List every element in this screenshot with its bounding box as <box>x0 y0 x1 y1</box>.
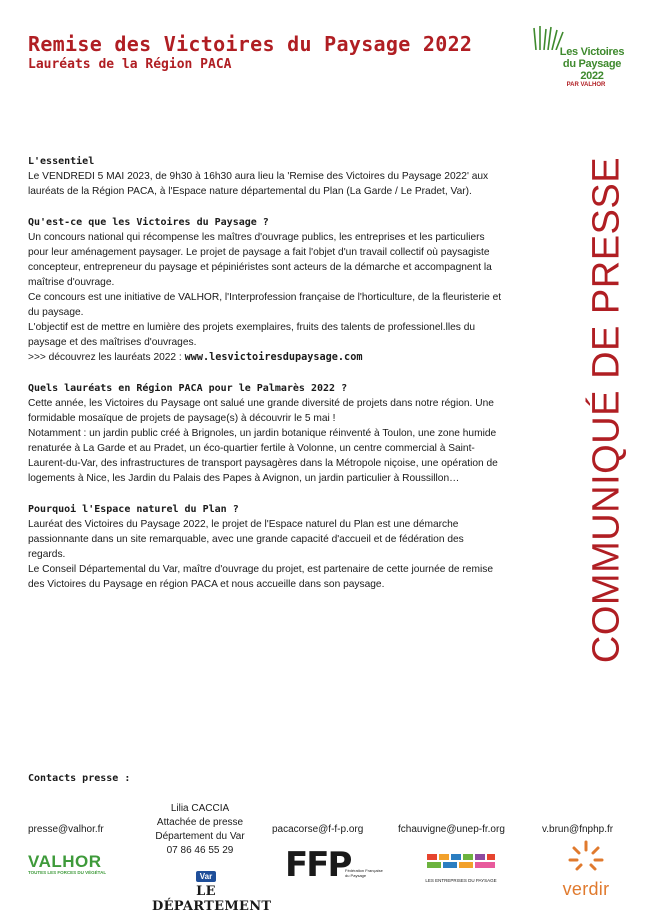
side-banner <box>577 150 637 670</box>
logo-byline: PAR VALHOR <box>566 82 606 88</box>
section-heading-laureats: Quels lauréats en Région PACA pour le Palmarès 2022 ? <box>28 383 348 394</box>
victoires-p2: Ce concours est une initiative de VALHOR, l'Interprofession française de l'horticulture, de la fleuristerie et du paysage. <box>28 292 502 318</box>
contacts-title: Contacts presse : <box>28 773 131 784</box>
logo-text <box>550 46 634 82</box>
victoires-p1: Un concours national qui récompense les maîtres d'ouvrage publics, les entreprises et les particuliers pour leur aménagement paysager. Le projet de paysage a fait l'objet d'un travail collectif où paysagiste concepteur, entrepreneur du paysage et pépiniéristes sont acteurs de la démarche et accompagnent la maîtrise d'ouvrage. <box>28 232 492 288</box>
valhor-name: VALHOR <box>28 852 102 871</box>
valhor-tagline: TOUTES LES FORCES DU VÉGÉTAL <box>28 870 107 875</box>
contact-phone[interactable]: 07 86 46 55 29 <box>166 845 234 856</box>
link-prefix: >>> découvrez les lauréats 2022 : <box>28 352 185 363</box>
var-badge: Var <box>196 871 216 882</box>
unep-email[interactable]: fchauvigne@unep-fr.org <box>398 824 505 835</box>
section-heading-victoires: Qu'est-ce que les Victoires du Paysage ? <box>28 217 269 228</box>
essentiel-text: Le VENDREDI 5 MAI 2023, de 9h30 à 16h30 aura lieu la 'Remise des Victoires du Paysage 2022' aux lauréats de la Région PACA, à l'Espace nature départemental du Plan (La Garde / Le Pradet, Var). <box>28 171 489 197</box>
press-contact-var <box>144 802 256 858</box>
unep-caption: LES ENTREPRISES DU PAYSAGE <box>425 878 497 883</box>
contact-role: Attachée de presse <box>156 817 244 828</box>
fnphp-email[interactable]: v.brun@fnphp.fr <box>542 824 614 835</box>
ffp-caption: Fédération Française du Paysage <box>345 868 383 878</box>
section-heading-espace: Pourquoi l'Espace naturel du Plan ? <box>28 504 239 515</box>
ffp-email[interactable]: pacacorse@f-f-p.org <box>272 824 364 835</box>
contact-name: Lilia CACCIA <box>170 803 230 814</box>
ffp-logo <box>285 845 383 885</box>
espace-p1: Lauréat des Victoires du Paysage 2022, le projet de l'Espace naturel du Plan est une démarche passionnante dans un site remarquable, avec une grande capacité d'accueil et de fédération des regards. <box>28 519 464 560</box>
page-subtitle: Lauréats de la Région PACA <box>28 57 232 72</box>
ffp-mark: FFP <box>285 845 351 885</box>
verdir-name: verdir <box>562 879 610 899</box>
logo-line-1: Les Victoires <box>559 46 625 58</box>
departement-var-logo <box>152 866 272 914</box>
espace-p2: Le Conseil Départemental du Var, maître d'ouvrage du projet, est partenaire de cette journée de remise des Victoires du Paysage en région PACA et nous accueille dans son paysage. <box>28 564 493 590</box>
victoires-logo <box>528 26 632 98</box>
victoires-link-line <box>28 350 502 365</box>
verdir-logo <box>554 838 618 900</box>
victoires-p3: L'objectif est de mettre en lumière des projets exemplaires, fruits des talents de professionel.lles du paysage et des maîtrises d'ouvrages. <box>28 322 476 348</box>
side-banner-text: COMMUNIQUÉ DE PRESSE <box>585 156 628 664</box>
unep-logo <box>425 852 497 883</box>
departement-name: LE DÉPARTEMENT <box>152 884 272 914</box>
sun-icon <box>566 838 606 874</box>
logo-line-2: du Paysage 2022 <box>562 58 622 82</box>
valhor-email[interactable]: presse@valhor.fr <box>28 824 104 835</box>
website-link[interactable]: www.lesvictoiresdupaysage.com <box>184 352 363 363</box>
section-heading-essentiel: L'essentiel <box>28 156 95 167</box>
unep-blocks-icon <box>425 852 497 872</box>
contact-department: Département du Var <box>155 831 245 842</box>
page-title: Remise des Victoires du Paysage 2022 <box>28 32 473 56</box>
laureats-p2: Notamment : un jardin public créé à Brignoles, un jardin botanique réinventé à Toulon, une zone humide renaturée à La Garde et au Pradet, un éco-quartier fertile à Volonne, un centre commercial à Saint-Laurent-du-Var, des infrastructures de transport paysagères dans la Métropole niçoise, une opération de logements à Nice, les Jardin du Palais des Papes à Avignon, un jardin particulier à Roussillon… <box>28 428 498 484</box>
valhor-logo <box>28 852 106 875</box>
press-release-body <box>28 154 502 592</box>
laureats-p1: Cette année, les Victoires du Paysage ont salué une grande diversité de projets dans notre région. Une formidable mosaïque de projets de paysage(s) à découvrir le 5 mai ! <box>28 398 494 424</box>
